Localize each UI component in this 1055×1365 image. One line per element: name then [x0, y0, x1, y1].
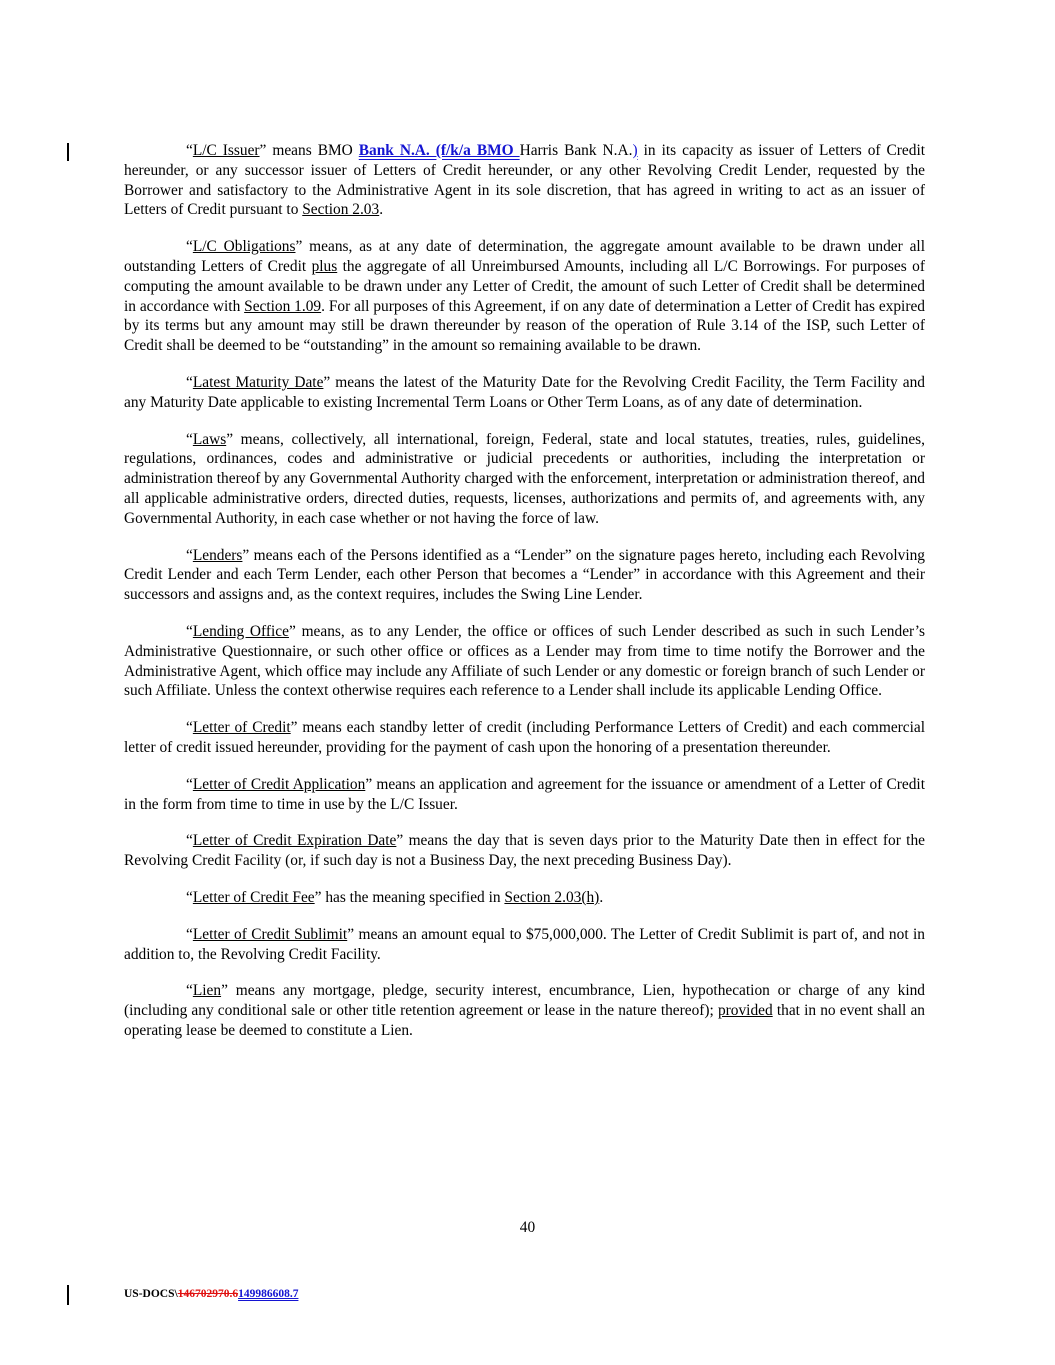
defined-term: Letter of Credit Sublimit — [192, 925, 348, 943]
defined-term: Letter of Credit — [192, 719, 291, 737]
definition-letter-of-credit-application: “Letter of Credit Application” means an application and agreement for the issuance or amendment of a Letter of Credit in the form from time to time in use by the L/C Issuer. — [124, 775, 925, 813]
defined-term: Lien — [192, 982, 222, 1000]
definition-letter-of-credit-sublimit: “Letter of Credit Sublimit” means an amount equal to $75,000,000. The Letter of Credit Sublimit is part of, and not in addition to, the Revolving Credit Facility. — [124, 925, 925, 963]
inserted-text: Bank N.A. (f/k/a BMO — [358, 142, 520, 159]
emphasis-provided: provided — [717, 1002, 773, 1020]
defined-term: Lenders — [192, 546, 243, 564]
definition-lien: “Lien” means any mortgage, pledge, security interest, encumbrance, Lien, hypothecation or charge of any kind (including any conditional sale or other title retention agreement or lease in the nature thereof); provided that in no event shall an operating lease be deemed to constitute a Lien. — [124, 982, 925, 1039]
defined-term: Letter of Credit Fee — [192, 888, 315, 906]
definition-lc-issuer: “L/C Issuer” means BMO Bank N.A. (f/k/a BMO Harris Bank N.A.) in its capacity as issuer of Letters of Credit hereunder, or any successor issuer of Letters of Credit hereunder, or any other Revolving Credit Lender, requested by the Borrower and satisfactory to the Administrative Agent in its sole discretion, that has agreed in writing to act as an issuer of Letters of Credit pursuant to Section 2.03. — [124, 142, 926, 219]
defined-term: Lending Office — [192, 622, 289, 640]
definition-letter-of-credit-expiration-date: “Letter of Credit Expiration Date” means the day that is seven days prior to the Maturity Date then in effect for the Revolving Credit Facility (or, if such day is not a Business Day, the next preceding Business Day). — [124, 832, 925, 870]
inserted-doc-id: 149986608.7 — [238, 1288, 299, 1300]
footer-prefix: US-DOCS\ — [124, 1288, 178, 1300]
page-number: 40 — [519, 1219, 536, 1236]
deleted-doc-id: 146702970.6 — [177, 1288, 239, 1300]
change-bar — [67, 143, 69, 161]
definition-lc-obligations: “L/C Obligations” means, as at any date of determination, the aggregate amount available to be drawn under all outstanding Letters of Credit plus the aggregate of all Unreimbursed Amounts, including all L/C Borrowings. For purposes of computing the amount available to be drawn under any Letter of Credit, the amount of such Letter of Credit shall be determined in accordance with Section 1.09. For all purposes of this Agreement, if on any date of determination a Letter of Credit has expired by its terms but any amount may still be drawn thereunder by reason of the operation of Rule 3.14 of the ISP, such Letter of Credit shall be deemed to be “outstanding” in the amount so remaining available to be drawn. — [124, 238, 925, 355]
definitions-body — [124, 141, 925, 1058]
defined-term: Letter of Credit Expiration Date — [192, 832, 397, 850]
definition-laws: “Laws” means, collectively, all international, foreign, Federal, state and local statutes, treaties, rules, guidelines, regulations, ordinances, codes and administrative or judicial precedents or authorities, including the interpretation or administration thereof by any Governmental Authority charged with the enforcement, interpretation or administration thereof, and all applicable administrative orders, directed duties, requests, licenses, authorizations and permits of, and agreements with, any Governmental Authority, in each case whether or not having the force of law. — [124, 430, 925, 527]
defined-term: Letter of Credit Application — [192, 775, 366, 793]
definition-latest-maturity-date: “Latest Maturity Date” means the latest of the Maturity Date for the Revolving Credit Facility, the Term Facility and any Maturity Date applicable to existing Incremental Term Loans or Other Term Loans, as of any date of determination. — [124, 373, 926, 411]
emphasis-plus: plus — [311, 257, 338, 275]
defined-term: Latest Maturity Date — [192, 373, 324, 391]
inserted-text: ) — [632, 142, 638, 159]
change-bar — [67, 1285, 69, 1305]
defined-term: L/C Obligations — [192, 238, 296, 256]
section-reference: Section 1.09 — [244, 297, 322, 315]
section-reference: Section 2.03 — [302, 201, 380, 219]
defined-term: L/C Issuer — [192, 142, 260, 159]
document-id-footer — [124, 1288, 298, 1300]
definition-letter-of-credit: “Letter of Credit” means each standby letter of credit (including Performance Letters of Credit) and each commercial letter of credit issued hereunder, providing for the payment of cash upon the honoring of a presentation thereunder. — [124, 719, 925, 756]
definition-lenders: “Lenders” means each of the Persons identified as a “Lender” on the signature pages hereto, including each Revolving Credit Lender and each Term Lender, each other Person that becomes a “Lender” in accordance with this Agreement and their successors and assigns and, as the context requires, includes the Swing Line Lender. — [124, 546, 925, 604]
definition-letter-of-credit-fee: “Letter of Credit Fee” has the meaning specified in Section 2.03(h). — [186, 888, 604, 906]
section-reference: Section 2.03(h) — [504, 888, 600, 906]
definition-lending-office: “Lending Office” means, as to any Lender, the office or offices of such Lender described as such in such Lender’s Administrative Questionnaire, or such other office or offices as a Lender may from time to time notify the Borrower and the Administrative Agent, which office may include any Affiliate of such Lender or any domestic or foreign branch of such Lender or such Affiliate. Unless the context otherwise requires each reference to a Lender shall include its applicable Lending Office. — [124, 622, 925, 700]
defined-term: Laws — [192, 430, 227, 448]
